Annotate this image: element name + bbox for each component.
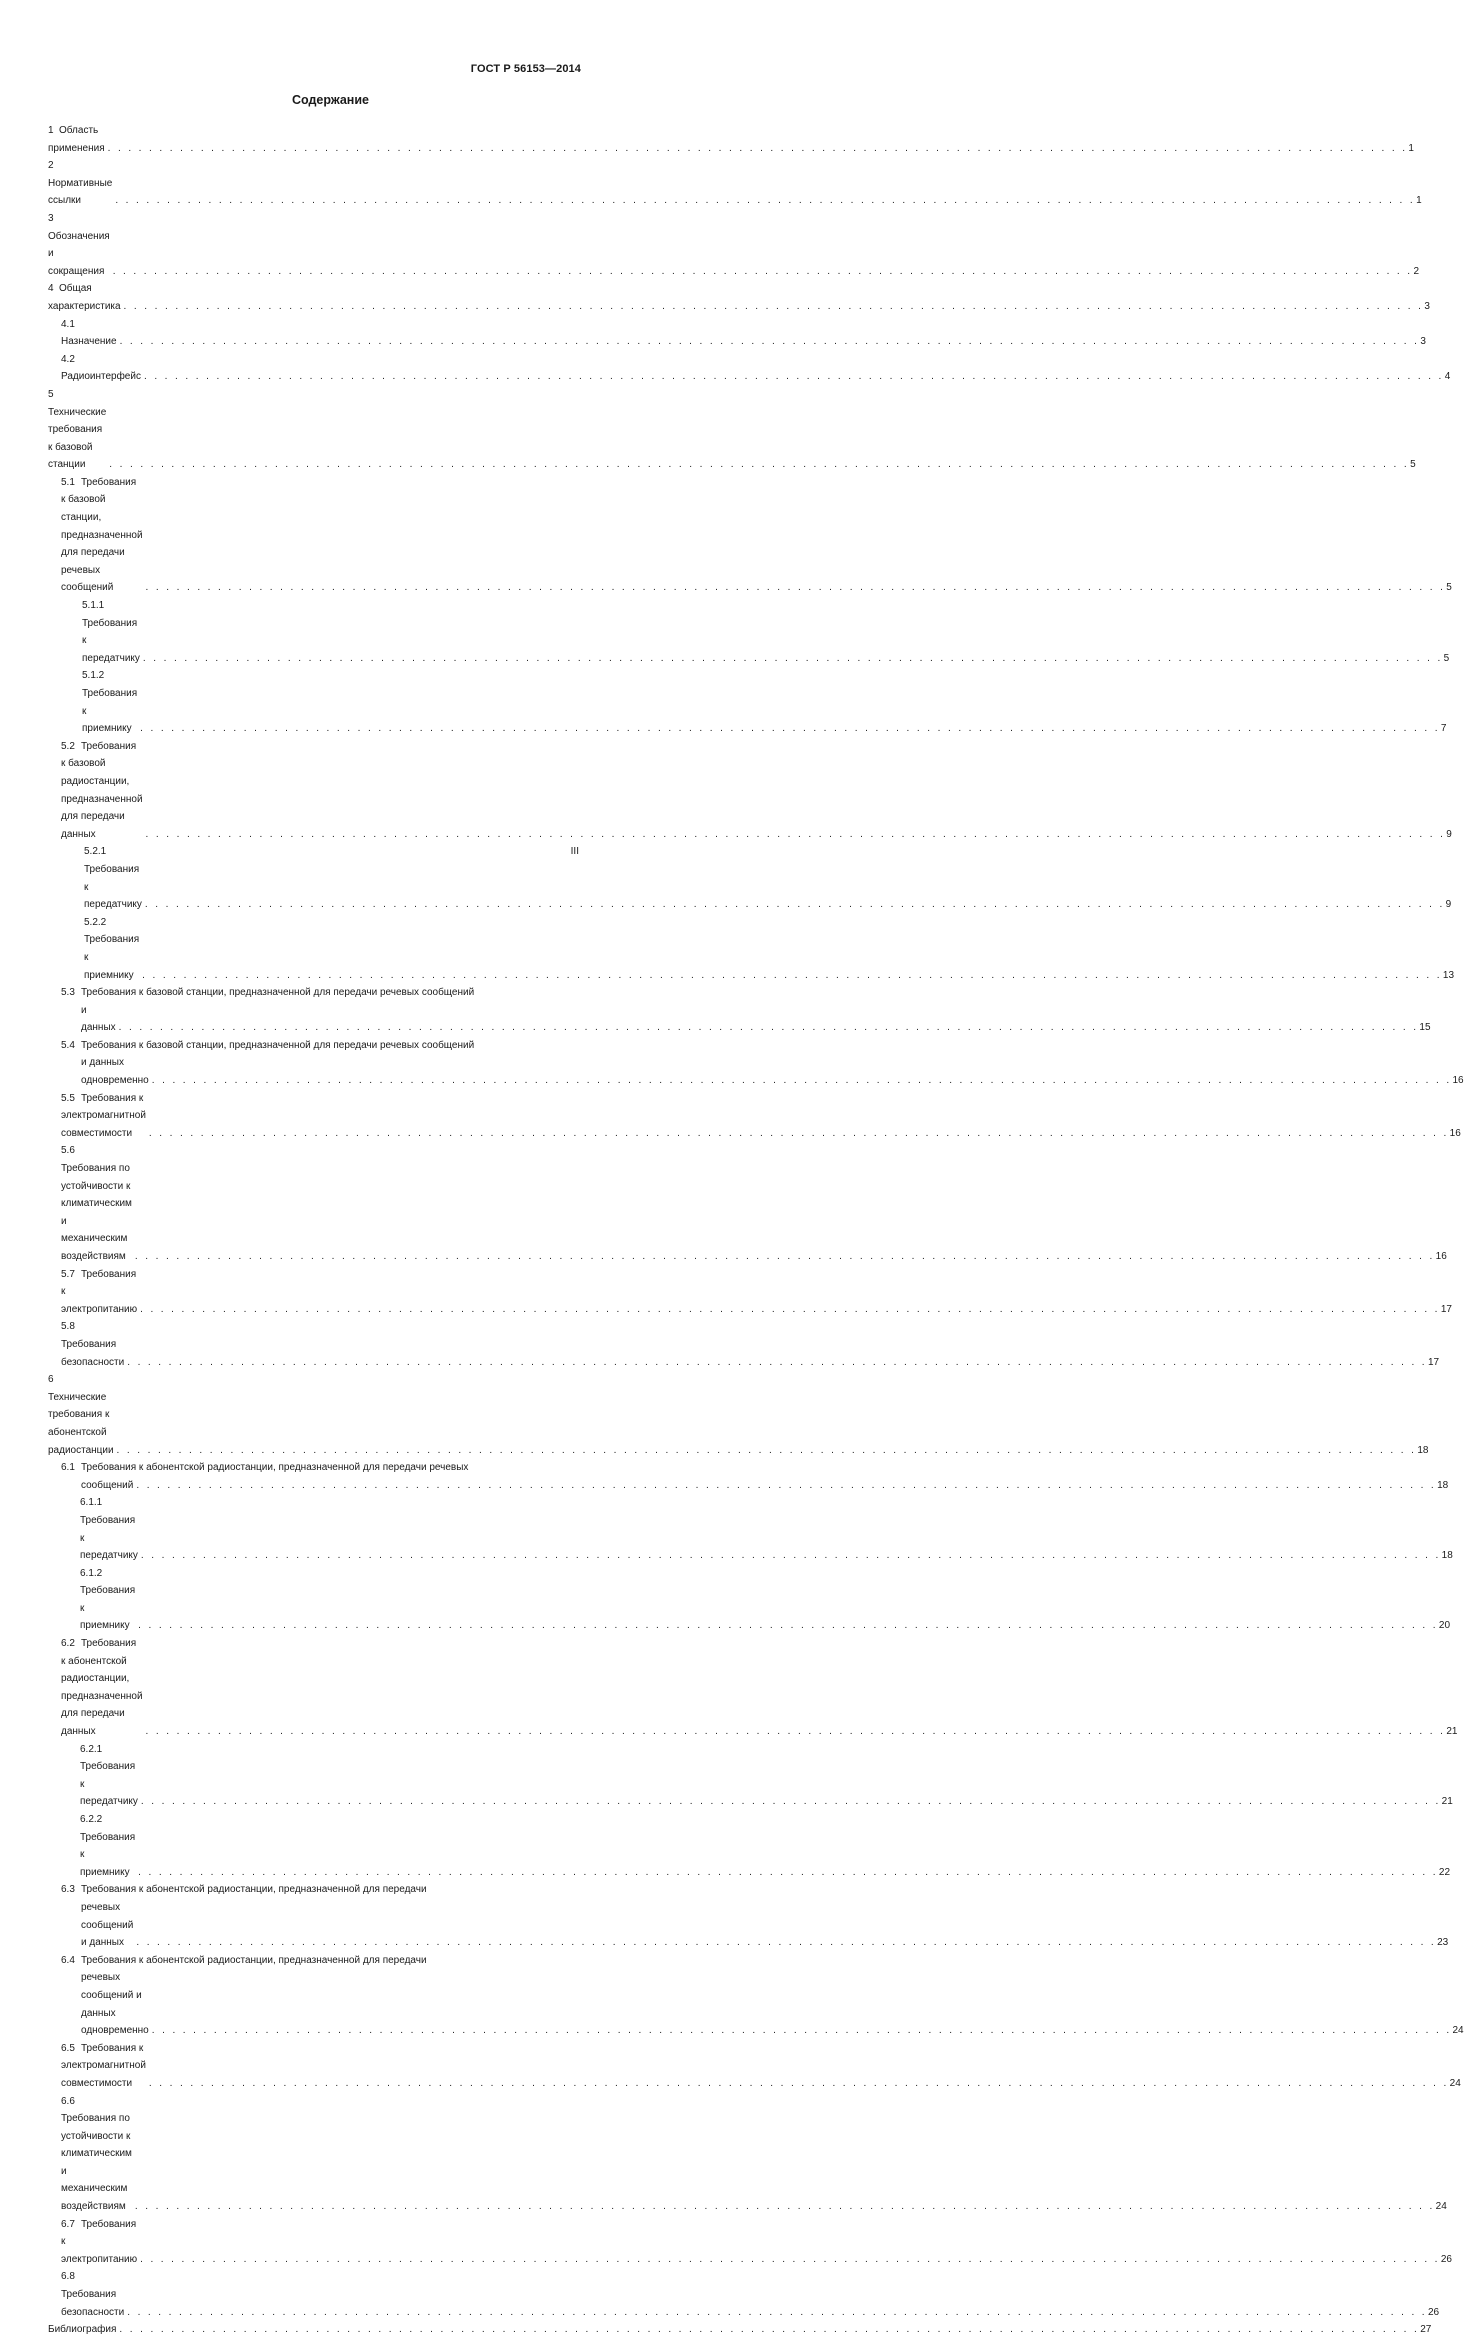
toc-page: 16 xyxy=(1435,1251,1447,1262)
toc-title: Радиоинтерфейс xyxy=(61,371,141,383)
toc-title: Требования к электромагнитной совместимости xyxy=(61,1092,146,1139)
document-header: ГОСТ Р 56153—2014 xyxy=(470,63,581,75)
toc-entry[interactable] xyxy=(48,122,1414,157)
toc-title: Требования к электромагнитной совместимости xyxy=(61,2042,146,2089)
toc-page: 1 xyxy=(1416,195,1422,207)
toc-number: 5.1.2 xyxy=(82,670,105,682)
toc-number: 5.8 xyxy=(61,1321,75,1333)
toc-number: 3 xyxy=(48,212,54,224)
toc-page: 15 xyxy=(1419,1022,1431,1034)
toc-page: 4 xyxy=(1444,371,1451,383)
toc-number: 4.1 xyxy=(61,318,75,330)
toc-number: 6.1.2 xyxy=(80,1567,103,1579)
toc-number: 5.5 xyxy=(61,1092,75,1104)
toc-page: 20 xyxy=(1438,1620,1451,1632)
toc-number: 5.1.1 xyxy=(82,600,105,612)
toc-page: 18 xyxy=(1437,1479,1449,1491)
toc-title-cont: и данных xyxy=(81,1004,116,1034)
table-of-contents xyxy=(48,122,1464,2339)
toc-entry[interactable] xyxy=(48,984,1431,1037)
toc-title: Требования к передатчику xyxy=(80,1761,138,1808)
toc-page: 17 xyxy=(1440,1303,1452,1315)
toc-entry[interactable] xyxy=(48,914,1455,984)
toc-number: 6.4 xyxy=(61,1954,75,1966)
toc-page: 5 xyxy=(1446,582,1452,594)
toc-entry[interactable] xyxy=(48,1741,1453,1811)
toc-entry[interactable] xyxy=(48,157,1422,210)
toc-title: Требования по устойчивости к климатическим и механическим воздействиям xyxy=(61,2113,132,2213)
toc-entry[interactable] xyxy=(48,210,1420,280)
toc-page: 9 xyxy=(1446,828,1452,840)
toc-title: Обозначения и сокращения xyxy=(48,230,110,277)
toc-title: Требования к абонентской радиостанции, предназначенной для передачи xyxy=(81,1954,427,1966)
toc-entry[interactable] xyxy=(48,1318,1440,1371)
toc-title: Требования к приемнику xyxy=(80,1831,136,1878)
toc-title-cont: сообщений xyxy=(81,1479,134,1491)
toc-entry[interactable] xyxy=(48,1142,1447,1265)
toc-page: 22 xyxy=(1438,1866,1451,1878)
toc-entry[interactable] xyxy=(48,1371,1429,1459)
toc-title: Требования к абонентской радиостанции, предназначенной для передачи xyxy=(81,1884,427,1896)
toc-entry[interactable] xyxy=(48,1459,1449,1494)
toc-page: 26 xyxy=(1440,2253,1452,2265)
toc-title: Требования к базовой станции, предназначенной для передачи речевых сообщений xyxy=(61,476,143,594)
toc-number: 6.5 xyxy=(61,2042,75,2054)
toc-page: 16 xyxy=(1449,1127,1461,1139)
toc-title: Требования к базовой станции, предназначенной для передачи речевых сообщений xyxy=(81,1039,475,1051)
toc-page: 18 xyxy=(1417,1444,1429,1456)
toc-page: 1 xyxy=(1408,142,1414,154)
toc-entry[interactable] xyxy=(48,597,1450,667)
toc-title: Требования к приемнику xyxy=(84,934,140,981)
toc-page: 9 xyxy=(1445,899,1452,911)
toc-page: 16 xyxy=(1452,1075,1464,1087)
toc-entry[interactable] xyxy=(48,2040,1461,2093)
toc-title: Требования к абонентской радиостанции, предназначенной для передачи речевых xyxy=(81,1462,469,1474)
toc-number: 5.2 xyxy=(61,740,75,752)
toc-number: 5.2.1 xyxy=(84,846,107,858)
toc-number: 6.2 xyxy=(61,1638,75,1650)
toc-title: Требования безопасности xyxy=(61,1338,125,1368)
toc-entry[interactable] xyxy=(48,351,1451,386)
toc-entry[interactable] xyxy=(48,2093,1447,2216)
toc-title-cont: речевых сообщений и данных одновременно xyxy=(81,1972,149,2037)
toc-title-cont: речевых сообщений и данных xyxy=(81,1901,134,1949)
toc-number: 5 xyxy=(48,388,54,400)
toc-page: 18 xyxy=(1441,1550,1453,1562)
toc-page: 17 xyxy=(1427,1356,1440,1368)
toc-number: 6 xyxy=(48,1374,54,1386)
toc-page: 23 xyxy=(1437,1937,1449,1949)
toc-entry[interactable] xyxy=(48,1266,1452,1319)
toc-entry[interactable] xyxy=(48,1565,1451,1635)
toc-number: 5.4 xyxy=(61,1039,75,1051)
toc-page: 21 xyxy=(1441,1796,1453,1808)
toc-page: 5 xyxy=(1410,459,1416,471)
page-title: Содержание xyxy=(291,93,369,107)
toc-number: 6.2.1 xyxy=(80,1743,103,1755)
toc-page: 7 xyxy=(1440,723,1447,735)
toc-page: 24 xyxy=(1435,2201,1447,2213)
toc-entry[interactable] xyxy=(48,2216,1452,2269)
toc-number: 6.1.1 xyxy=(80,1497,103,1509)
toc-title: Требования к абонентской радиостанции, предназначенной для передачи данных xyxy=(61,1638,143,1738)
toc-title: Технические требования к базовой станции xyxy=(48,406,107,471)
toc-entry[interactable] xyxy=(48,667,1447,737)
toc-entry[interactable] xyxy=(48,386,1416,474)
page-number: III xyxy=(570,846,579,857)
toc-number: 2 xyxy=(48,160,54,172)
toc-entry[interactable] xyxy=(48,2268,1440,2321)
toc-page: 5 xyxy=(1443,652,1450,664)
toc-title: Нормативные ссылки xyxy=(48,177,113,207)
toc-number: 5.3 xyxy=(61,987,75,999)
toc-number: 6.1 xyxy=(61,1462,75,1474)
toc-title: Технические требования к абонентской радиостанции xyxy=(48,1391,114,1456)
toc-number: 5.6 xyxy=(61,1145,75,1157)
toc-entry[interactable] xyxy=(48,1494,1453,1564)
toc-entry[interactable] xyxy=(48,280,1430,315)
toc-number: 6.3 xyxy=(61,1884,75,1896)
toc-number: 4.2 xyxy=(61,353,75,365)
toc-entry[interactable] xyxy=(48,843,1452,913)
toc-number: 6.8 xyxy=(61,2271,75,2283)
toc-title: Требования к передатчику xyxy=(84,863,142,911)
toc-entry[interactable] xyxy=(48,1635,1458,1741)
toc-entry[interactable] xyxy=(48,1952,1464,2040)
toc-entry-bibliography[interactable] xyxy=(48,2321,1432,2339)
toc-title: Требования по устойчивости к климатическим и механическим воздействиям xyxy=(61,1163,132,1262)
toc-page: 26 xyxy=(1427,2306,1440,2318)
toc-number: 5.1 xyxy=(61,476,75,488)
toc-title: Область применения xyxy=(48,125,105,154)
toc-page: 3 xyxy=(1424,300,1430,312)
toc-title: Требования к передатчику xyxy=(82,617,140,664)
toc-entry[interactable] xyxy=(48,474,1452,597)
toc-title: Требования к базовой станции, предназначенной для передачи речевых сообщений xyxy=(81,987,475,999)
toc-page: 24 xyxy=(1452,2025,1464,2037)
toc-page: 3 xyxy=(1420,336,1426,348)
toc-number: 6.7 xyxy=(61,2218,75,2230)
toc-page: 13 xyxy=(1442,969,1455,981)
toc-number: 5.2.2 xyxy=(84,916,107,928)
toc-entry[interactable] xyxy=(48,1037,1464,1090)
toc-page: 27 xyxy=(1420,2324,1432,2336)
toc-title-cont: и данных одновременно xyxy=(81,1057,149,1087)
toc-title: Требования безопасности xyxy=(61,2289,125,2318)
toc-entry[interactable] xyxy=(48,1881,1449,1951)
toc-number: 4 xyxy=(48,283,54,295)
toc-title: Требования к электропитанию xyxy=(61,2218,138,2265)
toc-title: Требования к электропитанию xyxy=(61,1268,138,1315)
toc-page: 2 xyxy=(1413,265,1420,277)
toc-title: Требования к приемнику xyxy=(82,688,138,735)
toc-title: Общая характеристика xyxy=(48,283,121,312)
toc-title: Назначение xyxy=(61,336,117,348)
toc-entry[interactable] xyxy=(48,1090,1461,1143)
toc-title: Библиография xyxy=(48,2324,117,2336)
toc-number: 1 xyxy=(48,125,54,136)
toc-number: 5.7 xyxy=(61,1268,75,1280)
toc-entry[interactable] xyxy=(48,1811,1451,1881)
toc-title: Требования к базовой радиостанции, предназначенной для передачи данных xyxy=(61,740,143,840)
toc-page: 24 xyxy=(1449,2077,1461,2089)
toc-number: 6.6 xyxy=(61,2095,75,2107)
toc-entry[interactable] xyxy=(48,316,1426,351)
toc-entry[interactable] xyxy=(48,738,1452,844)
toc-title: Требования к приемнику xyxy=(80,1585,136,1632)
toc-title: Требования к передатчику xyxy=(80,1514,138,1562)
toc-number: 6.2.2 xyxy=(80,1814,103,1825)
toc-page: 21 xyxy=(1446,1726,1458,1738)
